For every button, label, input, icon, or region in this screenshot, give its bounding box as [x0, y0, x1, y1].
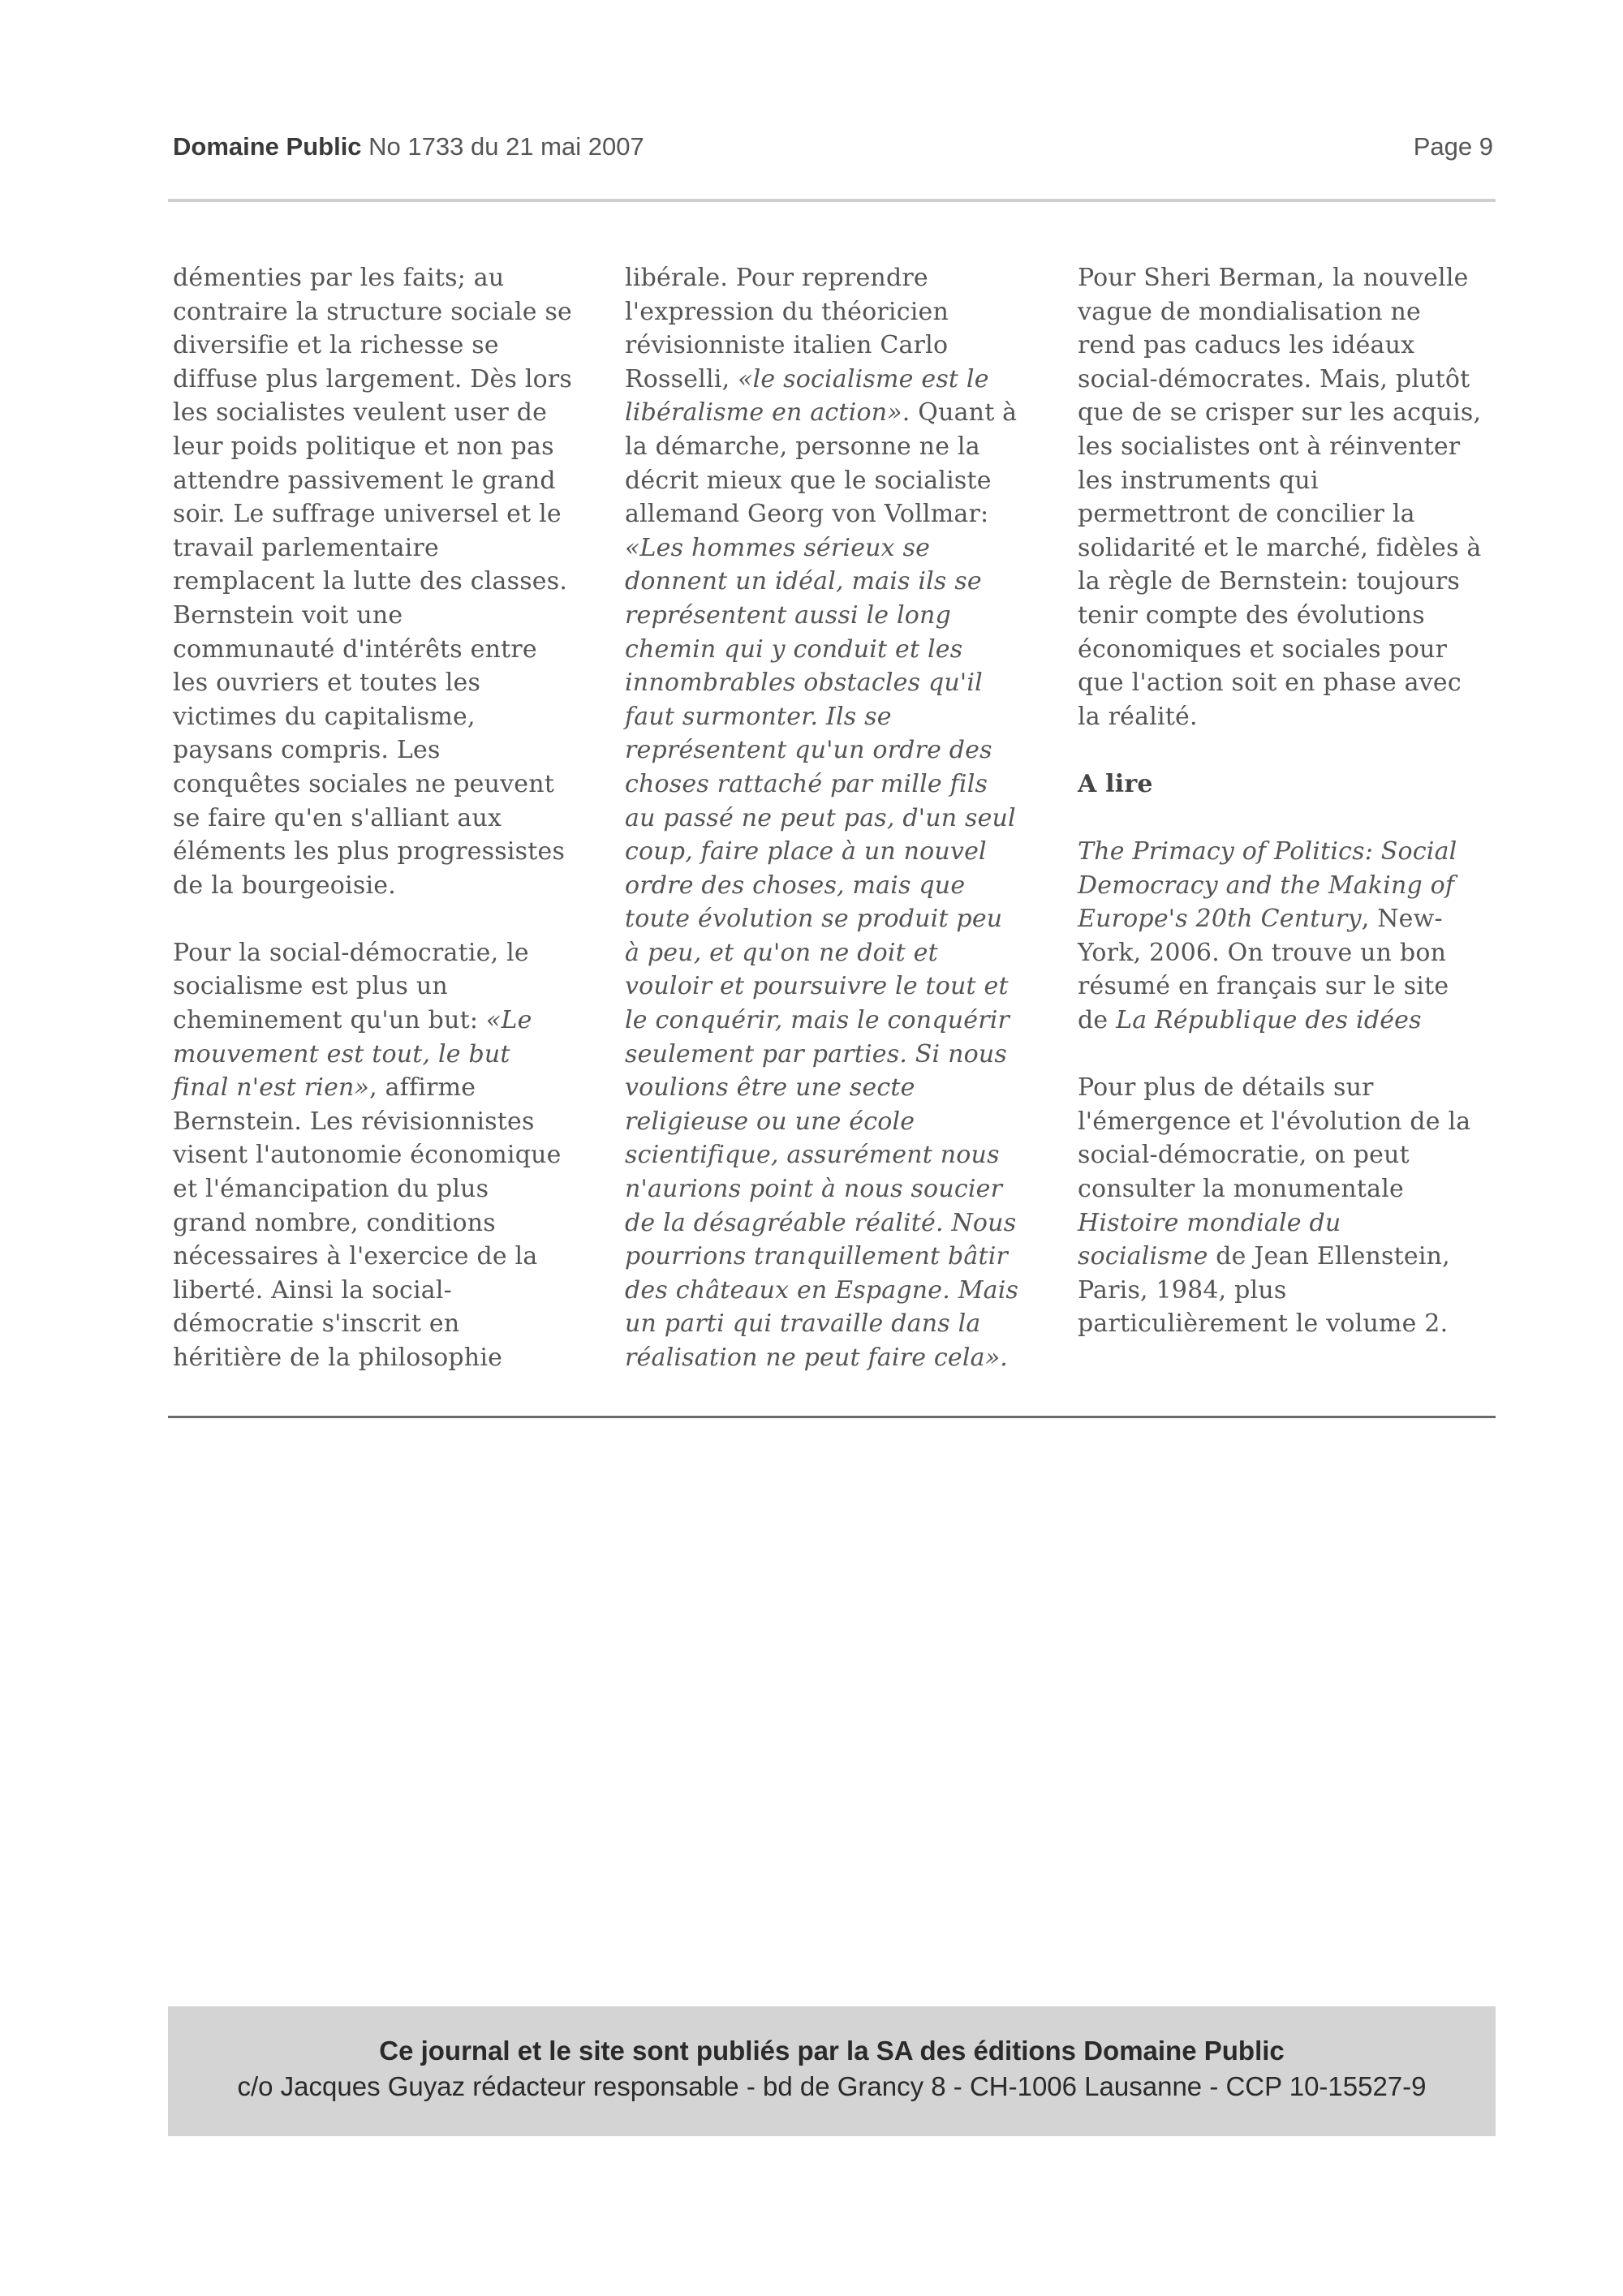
text-run: , New-	[1361, 905, 1443, 934]
footer-line-2: c/o Jacques Guyaz rédacteur responsable - bd de Grancy 8 - CH-1006 Lausanne - CCP 10-15527-9	[237, 2071, 1427, 2101]
page-number: Page 9	[1413, 132, 1493, 161]
content-divider	[168, 1416, 1496, 1418]
publication-name: Domaine Public	[173, 132, 362, 161]
text-line: liberté. Ainsi la social-	[173, 1275, 452, 1305]
col3-paragraph-1	[1078, 261, 1500, 733]
quote-line: représentent aussi le long	[625, 600, 951, 630]
reading-reference-1	[1078, 835, 1500, 1038]
text-line: leur poids politique et non pas	[173, 432, 554, 461]
text-line: rend pas caducs les idéaux	[1078, 331, 1415, 360]
book-title-run: socialisme	[1078, 1242, 1208, 1271]
text-line: social-démocratie, on peut	[1078, 1141, 1410, 1170]
text-line	[625, 363, 1063, 397]
text-line: paysans compris. Les	[173, 736, 441, 765]
text-line	[173, 1004, 603, 1038]
text-line: la réalité.	[1078, 702, 1198, 731]
text-line: les socialistes veulent user de	[173, 398, 548, 428]
text-line: la démarche, personne ne la	[625, 432, 980, 461]
quote-run: «Le	[485, 1006, 532, 1035]
text-line: les ouvriers et toutes les	[173, 669, 481, 698]
reading-reference-2	[1078, 1071, 1500, 1341]
text-line: contraire la structure sociale se	[173, 297, 573, 326]
text-line: grand nombre, conditions	[173, 1208, 496, 1237]
text-line: les instruments qui	[1078, 466, 1319, 495]
text-line: Pour la social-démocratie, le	[173, 938, 529, 967]
text-line: York, 2006. On trouve un bon	[1078, 938, 1447, 967]
text-line: visent l'autonomie économique	[173, 1141, 562, 1170]
text-line	[1078, 1004, 1500, 1038]
text-line: travail parlementaire	[173, 533, 439, 562]
text-line: Bernstein voit une	[173, 600, 403, 630]
quote-line: faut surmonter. Ils se	[625, 702, 892, 731]
quote-line: n'aurions point à nous soucier	[625, 1175, 1003, 1204]
quote-line: scientifique, assurément nous	[625, 1141, 1000, 1170]
quote-line: religieuse ou une école	[625, 1107, 915, 1136]
text-line: soir. Le suffrage universel et le	[173, 500, 562, 529]
quote-run: mouvement est tout, le but	[173, 1039, 510, 1068]
text-line: la règle de Bernstein: toujours	[1078, 567, 1460, 596]
column-1	[173, 261, 603, 1375]
quote-line: réalisation ne peut faire cela».	[625, 1344, 1009, 1372]
text-line: conquêtes sociales ne peuvent	[173, 769, 554, 798]
quote-line: «Les hommes sérieux se	[625, 533, 931, 562]
text-line: que l'action soit en phase avec	[1078, 669, 1462, 698]
text-line: solidarité et le marché, fidèles à	[1078, 533, 1482, 562]
quote-line: représentent qu'un ordre des	[625, 736, 992, 765]
text-line	[625, 396, 1063, 430]
text-run: , affirme	[369, 1073, 476, 1103]
site-title-link[interactable]: La République des idées	[1116, 1006, 1422, 1035]
text-line: démocratie s'inscrit en	[173, 1309, 460, 1339]
text-line: Paris, 1984, plus	[1078, 1275, 1287, 1305]
quote-line: au passé ne peut pas, d'un seul	[625, 803, 1016, 832]
col1-paragraph-2	[173, 936, 603, 1375]
col2-paragraph-1	[625, 261, 1063, 1375]
text-line: social-démocrates. Mais, plutôt	[1078, 364, 1470, 393]
quote-line: voulions être une secte	[625, 1073, 915, 1103]
publisher-footer	[168, 2006, 1496, 2136]
quote-line: ordre des choses, mais que	[625, 871, 966, 900]
quote-line: chemin qui y conduit et les	[625, 634, 963, 664]
quote-line: vouloir et poursuivre le tout et	[625, 972, 1009, 1001]
text-line: particulièrement le volume 2.	[1078, 1309, 1449, 1339]
text-line: démenties par les faits; au	[173, 264, 505, 292]
text-line: diffuse plus largement. Dès lors	[173, 364, 573, 393]
text-line: héritière de la philosophie	[173, 1344, 503, 1372]
text-run: . Quant à	[902, 398, 1018, 428]
text-line: décrit mieux que le socialiste	[625, 466, 992, 495]
text-line: allemand Georg von Vollmar:	[625, 500, 989, 529]
text-line: communauté d'intérêts entre	[173, 634, 537, 664]
text-line: l'expression du théoricien	[625, 297, 949, 326]
text-line	[173, 1071, 603, 1105]
quote-run: «le socialisme est le	[738, 364, 989, 393]
text-line: de la bourgeoisie.	[173, 871, 396, 900]
text-line: que de se crisper sur les acquis,	[1078, 398, 1482, 428]
text-line: permettront de concilier la	[1078, 500, 1415, 529]
book-title-line: The Primacy of Politics: Social	[1078, 837, 1457, 866]
quote-line: innombrables obstacles qu'il	[625, 669, 983, 698]
issue-info: No 1733 du 21 mai 2007	[368, 132, 644, 161]
text-line: économiques et sociales pour	[1078, 634, 1448, 664]
book-title-run: Europe's 20th Century	[1078, 905, 1362, 934]
text-line: libérale. Pour reprendre	[625, 264, 928, 292]
quote-line: de la désagréable réalité. Nous	[625, 1208, 1017, 1237]
text-line: et l'émancipation du plus	[173, 1175, 489, 1204]
text-line: consulter la monumentale	[1078, 1175, 1404, 1204]
text-line: vague de mondialisation ne	[1078, 297, 1421, 326]
text-line	[173, 1038, 603, 1072]
column-3	[1078, 261, 1500, 1341]
quote-line: seulement par parties. Si nous	[625, 1039, 1007, 1068]
text-line: victimes du capitalisme,	[173, 702, 476, 731]
text-line: éléments les plus progressistes	[173, 837, 566, 866]
quote-line: coup, faire place à un nouvel	[625, 837, 987, 866]
text-line	[1078, 1240, 1500, 1274]
quote-line: pourrions tranquillement bâtir	[625, 1242, 1009, 1271]
header-left	[173, 132, 644, 161]
text-line: résumé en français sur le site	[1078, 972, 1449, 1001]
text-line: socialisme est plus un	[173, 972, 448, 1001]
quote-line: donnent un idéal, mais ils se	[625, 567, 982, 596]
text-run: de	[1078, 1006, 1117, 1035]
text-line	[1078, 902, 1500, 936]
section-heading-a-lire: A lire	[1078, 769, 1153, 798]
quote-line: choses rattaché par mille fils	[625, 769, 988, 798]
text-run: Rosselli,	[625, 364, 738, 393]
text-line: remplacent la lutte des classes.	[173, 567, 568, 596]
text-line: se faire qu'en s'alliant aux	[173, 803, 502, 832]
text-run: de Jean Ellenstein,	[1208, 1242, 1450, 1271]
quote-run: libéralisme en action»	[625, 398, 902, 428]
text-line: l'émergence et l'évolution de la	[1078, 1107, 1471, 1136]
book-title-line: Democracy and the Making of	[1078, 871, 1455, 900]
text-line: Bernstein. Les révisionnistes	[173, 1107, 535, 1136]
text-line: diversifie et la richesse se	[173, 331, 499, 360]
text-line: révisionniste italien Carlo	[625, 331, 949, 360]
page-header	[173, 132, 1493, 173]
text-run: cheminement qu'un but:	[173, 1006, 486, 1035]
quote-line: des châteaux en Espagne. Mais	[625, 1275, 1019, 1305]
text-line: les socialistes ont à réinventer	[1078, 432, 1461, 461]
text-line: nécessaires à l'exercice de la	[173, 1242, 538, 1271]
quote-line: le conquérir, mais le conquérir	[625, 1006, 1010, 1035]
quote-line: un parti qui travaille dans la	[625, 1309, 981, 1339]
book-title-line: Histoire mondiale du	[1078, 1208, 1341, 1237]
quote-run: final n'est rien»	[173, 1073, 370, 1103]
text-line: attendre passivement le grand	[173, 466, 556, 495]
column-2	[625, 261, 1063, 1375]
col1-paragraph-1	[173, 261, 603, 902]
footer-line-1: Ce journal et le site sont publiés par la SA des éditions Domaine Public	[379, 2036, 1285, 2066]
quote-line: à peu, et qu'on ne doit et	[625, 938, 938, 967]
header-divider	[168, 199, 1496, 202]
quote-line: toute évolution se produit peu	[625, 905, 1003, 934]
text-line: Pour Sheri Berman, la nouvelle	[1078, 264, 1469, 292]
text-line: Pour plus de détails sur	[1078, 1073, 1374, 1103]
text-line: tenir compte des évolutions	[1078, 600, 1425, 630]
